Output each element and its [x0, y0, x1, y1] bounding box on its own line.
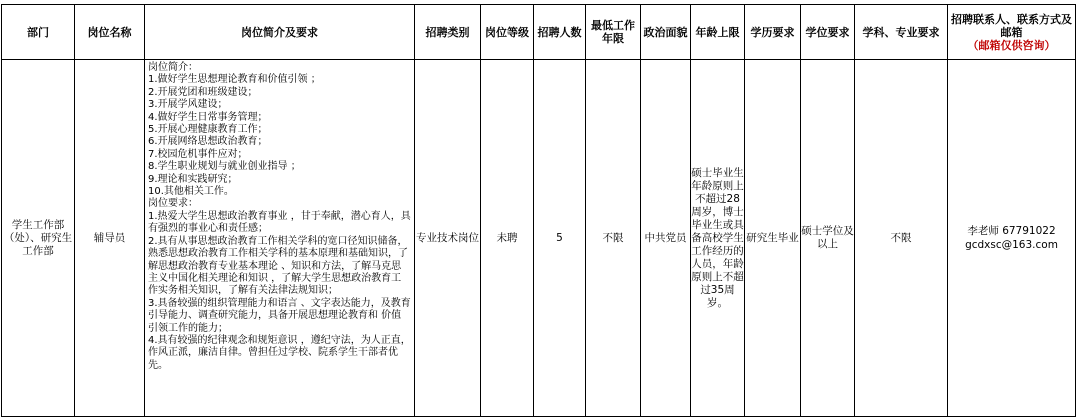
cell-political: 中共党员	[641, 60, 691, 417]
header-major: 学科、专业要求	[855, 5, 948, 60]
header-position: 岗位名称	[75, 5, 145, 60]
contact-email: gcdxsc@163.com	[965, 239, 1058, 251]
cell-position: 辅导员	[75, 60, 145, 417]
header-min-years: 最低工作年限	[586, 5, 641, 60]
description-line: 10.其他相关工作。	[148, 186, 234, 198]
description-line: 9.理论和实践研究；	[148, 173, 238, 185]
cell-min-years: 不限	[586, 60, 641, 417]
header-description: 岗位简介及要求	[145, 5, 415, 60]
header-political: 政治面貌	[641, 5, 691, 60]
description-line: 2.具有从事思想政治教育工作相关学科的宽口径知识储备，熟悉思想政治教育工作相关学科的基本原理和基础知识，了解思想政治教育专业基本理论 、知识和方法，了解马克思主义中国化相关理论和知识 ，了解大学生思想政治教育工作实务相关知识，了解有关法律法规知识；	[148, 235, 408, 297]
table-row	[2, 60, 1076, 417]
cell-major: 不限	[855, 60, 948, 417]
header-contact-note: （邮箱仅供咨询）	[967, 38, 1056, 52]
cell-dept: 学生工作部（处）、研究生工作部	[2, 60, 75, 417]
cell-education: 研究生毕业	[745, 60, 801, 417]
description-line: 8.学生职业规划与就业创业指导 ；	[148, 161, 301, 173]
header-contact-label: 招聘联系人、联系方式及邮箱	[951, 12, 1072, 39]
cell-count: 5	[534, 60, 586, 417]
cell-description	[145, 60, 415, 417]
job-posting-table	[1, 4, 1076, 417]
header-level: 岗位等级	[481, 5, 534, 60]
description-line: 7.校园危机事件应对；	[148, 148, 248, 160]
header-age: 年龄上限	[691, 5, 745, 60]
cell-age: 硕士毕业生年龄原则上不超过28周岁，博士毕业生或具备高校学生工作经历的人员，年龄原则上不超过35周岁。	[691, 60, 745, 417]
contact-name: 李老师 67791022	[967, 225, 1056, 237]
description-line: 2.开展党团和班级建设；	[148, 86, 258, 98]
description-line: 岗位要求：	[148, 198, 198, 210]
cell-contact	[948, 60, 1076, 417]
description-line: 岗位简介：	[148, 62, 198, 73]
header-contact	[948, 5, 1076, 60]
header-dept: 部门	[2, 5, 75, 60]
description-line: 4.具有较强的纪律观念和规矩意识 ，遵纪守法，为人正直，作风正派，廉洁自律。曾担任过学校、院系学生干部者优先。	[148, 334, 411, 371]
header-education: 学历要求	[745, 5, 801, 60]
cell-category: 专业技术岗位	[415, 60, 481, 417]
description-line: 3.开展学风建设；	[148, 99, 228, 111]
description-line: 4.做好学生日常事务管理；	[148, 111, 268, 123]
description-line: 1.做好学生思想理论教育和价值引领 ；	[148, 74, 321, 86]
description-line: 6.开展网络思想政治教育；	[148, 136, 268, 148]
description-line: 3.具备较强的组织管理能力和语言 、文字表达能力，及教育引导能力、调查研究能力，具备开展思想理论教育和 价值引领工作的能力；	[148, 297, 411, 334]
header-row	[2, 5, 1076, 60]
description-line: 5.开展心理健康教育工作；	[148, 124, 268, 136]
cell-level: 未聘	[481, 60, 534, 417]
header-degree: 学位要求	[801, 5, 855, 60]
header-category: 招聘类别	[415, 5, 481, 60]
description-line: 1.热爱大学生思想政治教育事业 ，甘于奉献，潜心育人，具有强烈的事业心和责任感；	[148, 210, 411, 235]
header-count: 招聘人数	[534, 5, 586, 60]
cell-degree: 硕士学位及以上	[801, 60, 855, 417]
